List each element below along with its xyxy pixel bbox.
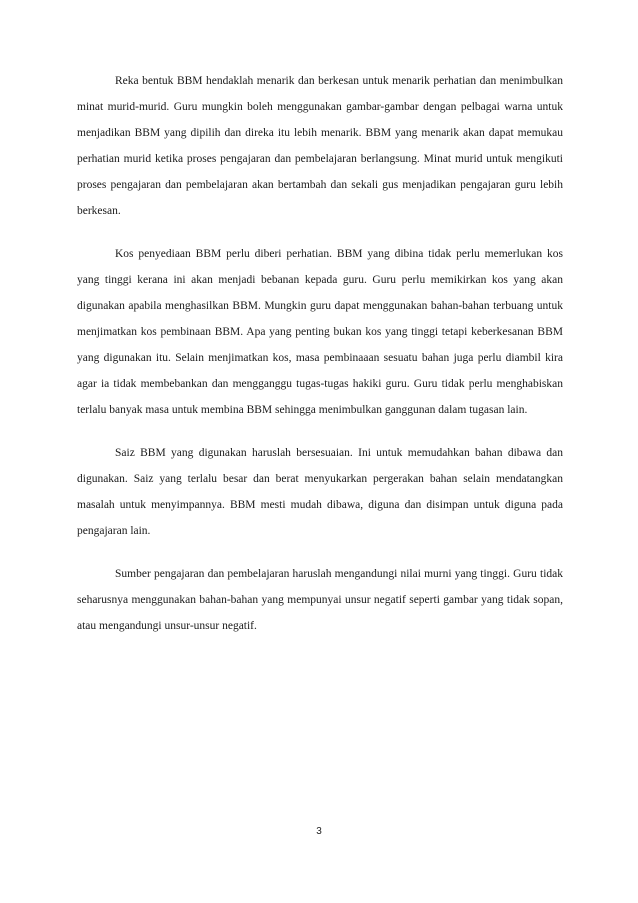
page-number: 3 [316, 826, 322, 837]
paragraph-cost: Kos penyediaan BBM perlu diberi perhatian. BBM yang dibina tidak perlu memerlukan kos yang tinggi kerana ini akan menjadi bebanan kepada guru. Guru perlu memikirkan kos yang akan digunakan apabila menghasilkan BBM. Mungkin guru dapat menggunakan bahan-bahan terbuang untuk menjimatkan kos pembinaan BBM. Apa yang penting bukan kos yang tinggi tetapi keberkesanan BBM yang digunakan itu. Selain menjimatkan kos, masa pembinaaan sesuatu bahan juga perlu diambil kira agar ia tidak membebankan dan mengganggu tugas-tugas hakiki guru. Guru tidak perlu menghabiskan terlalu banyak masa untuk membina BBM sehingga menimbulkan ganggunan dalam tugasan lain. [77, 248, 563, 416]
paragraph-size: Saiz BBM yang digunakan haruslah bersesuaian. Ini untuk memudahkan bahan dibawa dan digunakan. Saiz yang terlalu besar dan berat menyukarkan pergerakan bahan selain mendatangkan masalah untuk menyimpannya. BBM mesti mudah dibawa, diguna dan disimpan untuk diguna pada pengajaran lain. [77, 447, 563, 537]
paragraph-design: Reka bentuk BBM hendaklah menarik dan berkesan untuk menarik perhatian dan menimbulkan minat murid-murid. Guru mungkin boleh menggunakan gambar-gambar dengan pelbagai warna untuk menjadikan BBM yang dipilih dan direka itu lebih menarik. BBM yang menarik akan dapat memukau perhatian murid ketika proses pengajaran dan pembelajaran berlangsung. Minat murid untuk mengikuti proses pengajaran dan pembelajaran akan bertambah dan sekali gus menjadikan pengajaran guru lebih berkesan. [77, 75, 563, 217]
document-body [77, 68, 563, 656]
paragraph-values: Sumber pengajaran dan pembelajaran haruslah mengandungi nilai murni yang tinggi. Guru tidak seharusnya menggunakan bahan-bahan yang mempunyai unsur negatif seperti gambar yang tidak sopan, atau mengandungi unsur-unsur negatif. [77, 568, 563, 632]
